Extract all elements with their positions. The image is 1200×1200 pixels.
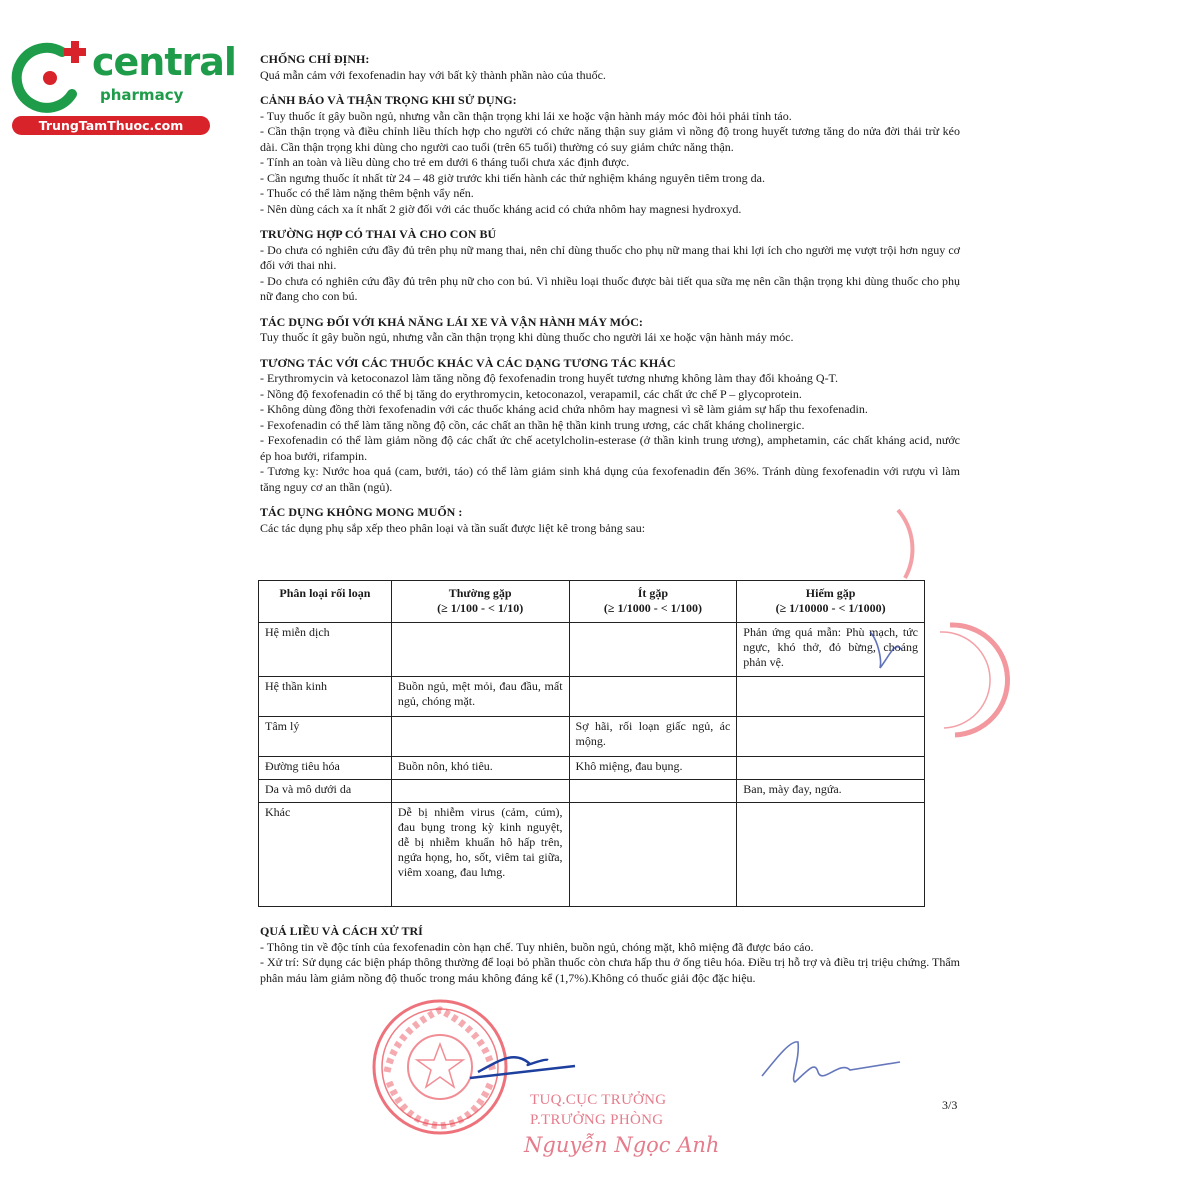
warnings-item: - Cần thận trọng và điều chỉnh liều thích hợp cho người có chức năng thận suy giảm vì nồng độ trong huyết tương tăng do nửa đời thải trừ kéo dài. Cần thận trọng khi dùng cho người cao tuổi (trên 65 tuổi) thường có suy giảm chức năng thận.: [260, 124, 960, 154]
interactions-item: - Không dùng đồng thời fexofenadin với các thuốc kháng acid chứa nhôm hay magnesi vì sẽ làm giảm sự hấp thu fexofenadin.: [260, 402, 868, 416]
cell-uncommon: Sợ hãi, rối loạn giấc ngủ, ác mộng.: [569, 717, 737, 757]
cell-rare: Phản ứng quá mẫn: Phù mạch, tức ngực, khó thở, đỏ bừng, choáng phản vệ.: [737, 623, 925, 677]
cell-rare: [737, 803, 925, 907]
cell-rare: [737, 757, 925, 780]
cell-rare: Ban, mày đay, ngứa.: [737, 780, 925, 803]
interactions-item: - Erythromycin và ketoconazol làm tăng nồng độ fexofenadin trong huyết tương nhưng không làm thay đổi khoảng Q-T.: [260, 371, 838, 385]
header-uncommon: Ít gặp (≥ 1/1000 - < 1/100): [569, 581, 737, 623]
cell-uncommon: [569, 803, 737, 907]
warnings-item: - Tính an toàn và liều dùng cho trẻ em dưới 6 tháng tuổi chưa xác định được.: [260, 155, 630, 169]
table-row: [259, 780, 925, 803]
signature-block: [524, 1090, 720, 1158]
side-effects-intro: Các tác dụng phụ sắp xếp theo phân loại và tần suất được liệt kê trong bảng sau:: [260, 520, 646, 535]
cell-uncommon: Khô miệng, đau bụng.: [569, 757, 737, 780]
overdose-section: [260, 924, 960, 986]
cell-common: Buồn nôn, khó tiêu.: [391, 757, 569, 780]
cell-category: Da và mô dưới da: [259, 780, 392, 803]
signature-title-line1: TUQ.CỤC TRƯỞNG: [530, 1092, 667, 1108]
contraindications-text: Quá mẫn cảm với fexofenadin hay với bất kỳ thành phần nào của thuốc.: [260, 67, 606, 82]
pharmacy-logo: [10, 36, 236, 136]
cell-common: [391, 623, 569, 677]
table-row: [259, 623, 925, 677]
header-category: Phân loại rối loạn: [259, 581, 392, 623]
cell-common: [391, 780, 569, 803]
cell-category: Hệ thần kinh: [259, 677, 392, 717]
cell-common: [391, 717, 569, 757]
cell-uncommon: [569, 677, 737, 717]
interactions-title: TƯƠNG TÁC VỚI CÁC THUỐC KHÁC VÀ CÁC DẠNG TƯƠNG TÁC KHÁC: [260, 355, 676, 370]
overdose-item: - Xử trí: Sử dụng các biện pháp thông thường để loại bỏ phần thuốc còn chưa hấp thu ở ống tiêu hóa. Điều trị hỗ trợ và điều trị triệu chứng. Thẩm phân máu làm giảm nồng độ thuốc trong máu không đáng kể (1,7%).Không có thuốc giải độc đặc hiệu.: [260, 955, 960, 985]
cell-uncommon: [569, 780, 737, 803]
cell-category: Tâm lý: [259, 717, 392, 757]
official-stamp-icon: [365, 992, 515, 1142]
interactions-item: - Nồng độ fexofenadin có thể bị tăng do erythromycin, ketoconazol, verapamil, các chất ức chế P – glycoprotein.: [260, 386, 802, 401]
signature-title-line2: P.TRƯỞNG PHÒNG: [530, 1112, 664, 1128]
driving-text: Tuy thuốc ít gây buồn ngủ, nhưng vẫn cần thận trọng khi dùng thuốc cho người lái xe hoặc vận hành máy móc.: [260, 330, 794, 344]
overdose-title: QUÁ LIỀU VÀ CÁCH XỬ TRÍ: [260, 924, 423, 938]
cell-rare: [737, 677, 925, 717]
table-row: [259, 717, 925, 757]
logo-url-badge: TrungTamThuoc.com: [12, 116, 210, 135]
warnings-item: - Tuy thuốc ít gây buồn ngủ, nhưng vẫn cần thận trọng khi lái xe hoặc vận hành máy móc đòi hỏi phải tỉnh táo.: [260, 108, 792, 123]
table-header-row: [259, 581, 925, 623]
pregnancy-title: TRƯỜNG HỢP CÓ THAI VÀ CHO CON BÚ: [260, 227, 497, 241]
header-rare: Hiếm gặp (≥ 1/10000 - < 1/1000): [737, 581, 925, 623]
table-row: [259, 803, 925, 907]
pregnancy-item: - Do chưa có nghiên cứu đầy đủ trên phụ nữ cho con bú. Vì nhiều loại thuốc được bài tiết qua sữa mẹ nên cần thận trọng khi dùng thuốc cho phụ nữ đang cho con bú.: [260, 273, 960, 303]
pregnancy-item: - Do chưa có nghiên cứu đầy đủ trên phụ nữ mang thai, nên chỉ dùng thuốc cho phụ nữ mang thai khi lợi ích cho người mẹ vượt trội hơn nguy cơ đối với thai nhi.: [260, 242, 960, 272]
director-signature-icon: [762, 1042, 900, 1082]
overdose-item: - Thông tin về độc tính của fexofenadin còn hạn chế. Tuy nhiên, buồn ngủ, chóng mặt, khô miệng đã được báo cáo.: [260, 939, 814, 954]
document-body: [260, 52, 960, 536]
contraindications-title: CHỐNG CHỈ ĐỊNH:: [260, 52, 370, 66]
page-number: 3/3: [942, 1098, 958, 1112]
header-common: Thường gặp (≥ 1/100 - < 1/10): [391, 581, 569, 623]
partial-stamp-icon: [950, 625, 1008, 735]
cell-common: Dễ bị nhiễm virus (cảm, cúm), đau bụng trong kỳ kinh nguyệt, dễ bị nhiễm khuẩn hô hấp trên, ngứa họng, ho, sốt, viêm tai giữa, viêm xoang, đau lưng.: [391, 803, 569, 907]
cell-category: Khác: [259, 803, 392, 907]
warnings-title: CẢNH BÁO VÀ THẬN TRỌNG KHI SỬ DỤNG:: [260, 93, 517, 107]
cell-rare: [737, 717, 925, 757]
interactions-item: - Fexofenadin có thể làm tăng nồng độ cồn, các chất an thần hệ thần kinh trung ương, các chất kháng cholinergic.: [260, 417, 805, 432]
cell-category: Đường tiêu hóa: [259, 757, 392, 780]
cell-common: Buồn ngủ, mệt mỏi, đau đầu, mất ngủ, chóng mặt.: [391, 677, 569, 717]
cell-uncommon: [569, 623, 737, 677]
logo-subtitle: pharmacy: [100, 86, 184, 104]
warnings-item: - Thuốc có thể làm nặng thêm bệnh vẩy nến.: [260, 186, 474, 200]
side-effects-title: TÁC DỤNG KHÔNG MONG MUỐN :: [260, 505, 463, 519]
table-row: [259, 757, 925, 780]
driving-title: TÁC DỤNG ĐỐI VỚI KHẢ NĂNG LÁI XE VÀ VẬN HÀNH MÁY MÓC:: [260, 314, 643, 329]
signature-name: Nguyễn Ngọc Anh: [524, 1133, 720, 1157]
cell-category: Hệ miễn dịch: [259, 623, 392, 677]
warnings-item: - Nên dùng cách xa ít nhất 2 giờ đối với các thuốc kháng acid có chứa nhôm hay magnesi hydroxyd.: [260, 201, 742, 216]
interactions-item: - Tương kỵ: Nước hoa quả (cam, bưởi, táo) có thể làm giảm sinh khả dụng của fexofenadin đến 36%. Tránh dùng fexofenadin với rượu vì làm tăng nguy cơ an thần (ngủ).: [260, 464, 960, 494]
central-pharmacy-logo-icon: [10, 36, 90, 116]
side-effects-table: [258, 580, 925, 907]
logo-name: central: [92, 40, 236, 84]
partial-stamp-icon: [940, 632, 990, 728]
interactions-item: - Fexofenadin có thể làm giảm nồng độ các chất ức chế acetylcholin-esterase (ở thần kinh trung ương), amphetamin, các chất kháng acid, nước ép hoa bưởi, rifampin.: [260, 433, 960, 463]
table-row: [259, 677, 925, 717]
warnings-item: - Cần ngưng thuốc ít nhất từ 24 – 48 giờ trước khi tiến hành các thử nghiệm kháng nguyên tiêm trong da.: [260, 170, 765, 185]
